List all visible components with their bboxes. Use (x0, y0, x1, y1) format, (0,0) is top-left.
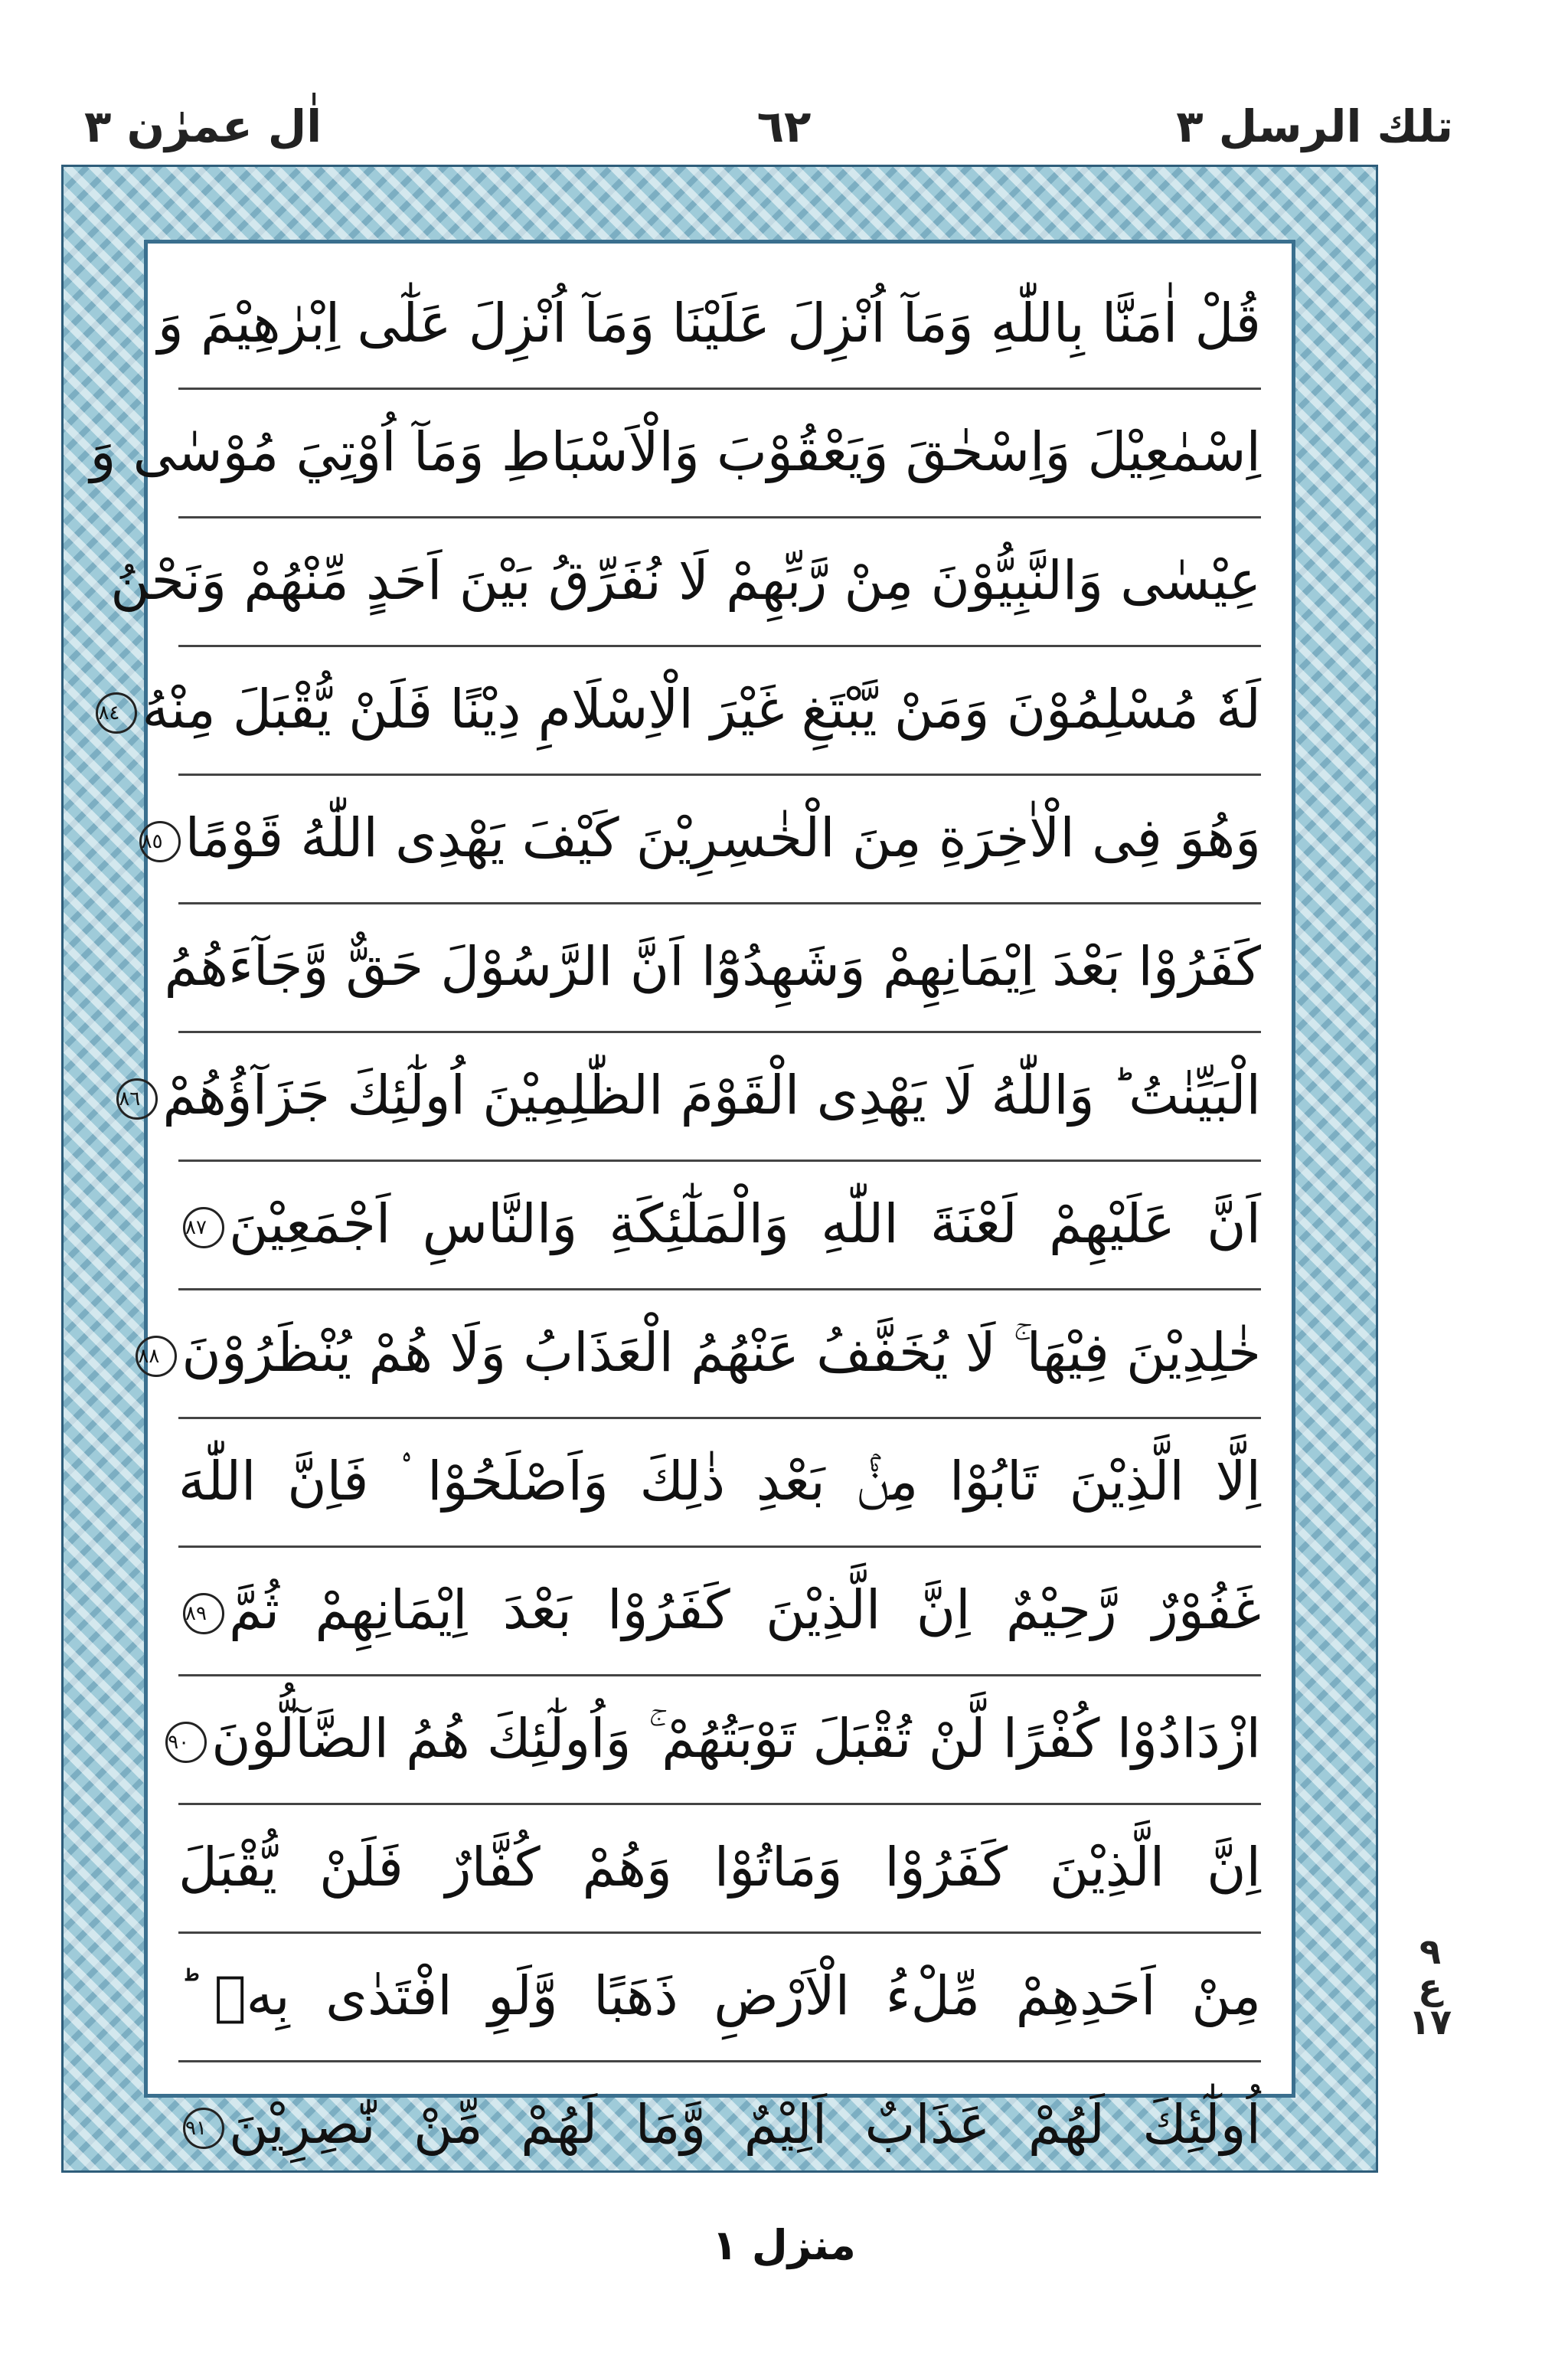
text-line (98, 645, 1261, 776)
text-line (178, 1931, 1261, 2062)
header-surah-name: اٰل عمرٰن ۳ (84, 100, 322, 152)
text-line (157, 259, 1261, 390)
line-text: اُولٰٓئِكَ لَهُمْ عَذَابٌ اَلِيْمٌ وَّمَا لَهُمْ مِّنْ نّٰصِرِيْنَ (229, 2093, 1261, 2156)
line-text: غَفُوْرٌ رَّحِيْمٌ اِنَّ الَّذِيْنَ كَفَرُوْا بَعْدَ اِيْمَانِهِمْ ثُمَّ (229, 1578, 1261, 1641)
text-line (178, 1160, 1261, 1290)
ayah-number-marker: ٨٨ (136, 1336, 177, 1377)
line-text: وَهُوَ فِى الْاٰخِرَةِ مِنَ الْخٰسِرِيْنَ كَيْفَ يَهْدِى اللّٰهُ قَوْمًا (185, 806, 1261, 869)
ayah-number-marker: ٨٩ (183, 1593, 224, 1634)
text-line (110, 516, 1261, 647)
ruku-marker (1403, 1931, 1457, 2043)
text-line (119, 1031, 1261, 1162)
text-panel (90, 240, 1295, 2156)
ayah-number-marker: ٨٧ (183, 1207, 224, 1248)
line-text: مِنْ اَحَدِهِمْ مِّلْءُ الْاَرْضِ ذَهَبًا وَّلَوِ افْتَدٰى بِهٖ ؕ (178, 1964, 1261, 2027)
ornamental-border (61, 165, 1378, 2173)
ayah-number-marker: ٨٤ (96, 692, 137, 734)
text-line (178, 1545, 1261, 1676)
ayah-number-marker: ٩٠ (165, 1722, 207, 1763)
line-text: اِلَّا الَّذِيْنَ تَابُوْا مِنْۢ بَعْدِ ذٰلِكَ وَاَصْلَحُوْا ۟ فَاِنَّ اللّٰهَ (178, 1450, 1261, 1513)
text-line (141, 774, 1261, 904)
ayah-number-marker: ٩١ (183, 2108, 224, 2149)
line-text: لَهٗ مُسْلِمُوْنَ وَمَنْ يَّبْتَغِ غَيْرَ الْاِسْلَامِ دِيْنًا فَلَنْ يُّقْبَلَ مِنْهُ (142, 678, 1261, 741)
ruku-marker-top: ٩ (1419, 1931, 1442, 1972)
line-text: قُلْ اٰمَنَّا بِاللّٰهِ وَمَآ اُنْزِلَ عَلَيْنَا وَمَآ اُنْزِلَ عَلٰٓى اِبْرٰهِيْمَ وَ (157, 292, 1261, 355)
line-text: كَفَرُوْا بَعْدَ اِيْمَانِهِمْ وَشَهِدُوْٓا اَنَّ الرَّسُوْلَ حَقٌّ وَّجَآءَهُمُ (164, 935, 1261, 998)
line-text: خٰلِدِيْنَ فِيْهَا ۚ لَا يُخَفَّفُ عَنْهُمُ الْعَذَابُ وَلَا هُمْ يُنْظَرُوْنَ (181, 1321, 1261, 1384)
ayah-number-marker: ٨٥ (139, 821, 181, 862)
line-text: اِنَّ الَّذِيْنَ كَفَرُوْا وَمَاتُوْا وَهُمْ كُفَّارٌ فَلَنْ يُّقْبَلَ (178, 1836, 1261, 1899)
line-text: اَنَّ عَلَيْهِمْ لَعْنَةَ اللّٰهِ وَالْمَلٰٓئِكَةِ وَالنَّاسِ اَجْمَعِيْنَ (229, 1192, 1261, 1255)
text-line (164, 902, 1261, 1033)
line-text: اِسْمٰعِيْلَ وَاِسْحٰقَ وَيَعْقُوْبَ وَالْاَسْبَاطِ وَمَآ اُوْتِيَ مُوْسٰى وَ (90, 420, 1261, 483)
header-juz-name: تلك الرسل ۳ (1176, 100, 1453, 152)
text-line (178, 2060, 1261, 2189)
manzil-footer: منزل ۱ (712, 2221, 856, 2269)
line-text: عِيْسٰى وَالنَّبِيُّوْنَ مِنْ رَّبِّهِمْ لَا نُفَرِّقُ بَيْنَ اَحَدٍ مِّنْهُمْ وَنَحْنُ (110, 549, 1261, 612)
text-line (90, 388, 1261, 518)
text-line (178, 1417, 1261, 1548)
text-line (168, 1674, 1261, 1805)
ruku-marker-middle: ع (1418, 1966, 1442, 2007)
ruku-marker-bottom: ١٧ (1408, 2001, 1452, 2043)
line-text: الْبَيِّنٰتُ ؕ وَاللّٰهُ لَا يَهْدِى الْقَوْمَ الظّٰلِمِيْنَ اُولٰٓئِكَ جَزَآؤُهُمْ (162, 1064, 1261, 1127)
text-line (178, 1803, 1261, 1934)
page-number: ٦٢ (756, 100, 812, 152)
quran-text (90, 259, 1292, 2156)
text-line (138, 1288, 1261, 1419)
ayah-number-marker: ٨٦ (116, 1078, 158, 1120)
line-text: ازْدَادُوْا كُفْرًا لَّنْ تُقْبَلَ تَوْبَتُهُمْ ۚ وَاُولٰٓئِكَ هُمُ الضَّآلُّوْنَ (211, 1707, 1261, 1770)
